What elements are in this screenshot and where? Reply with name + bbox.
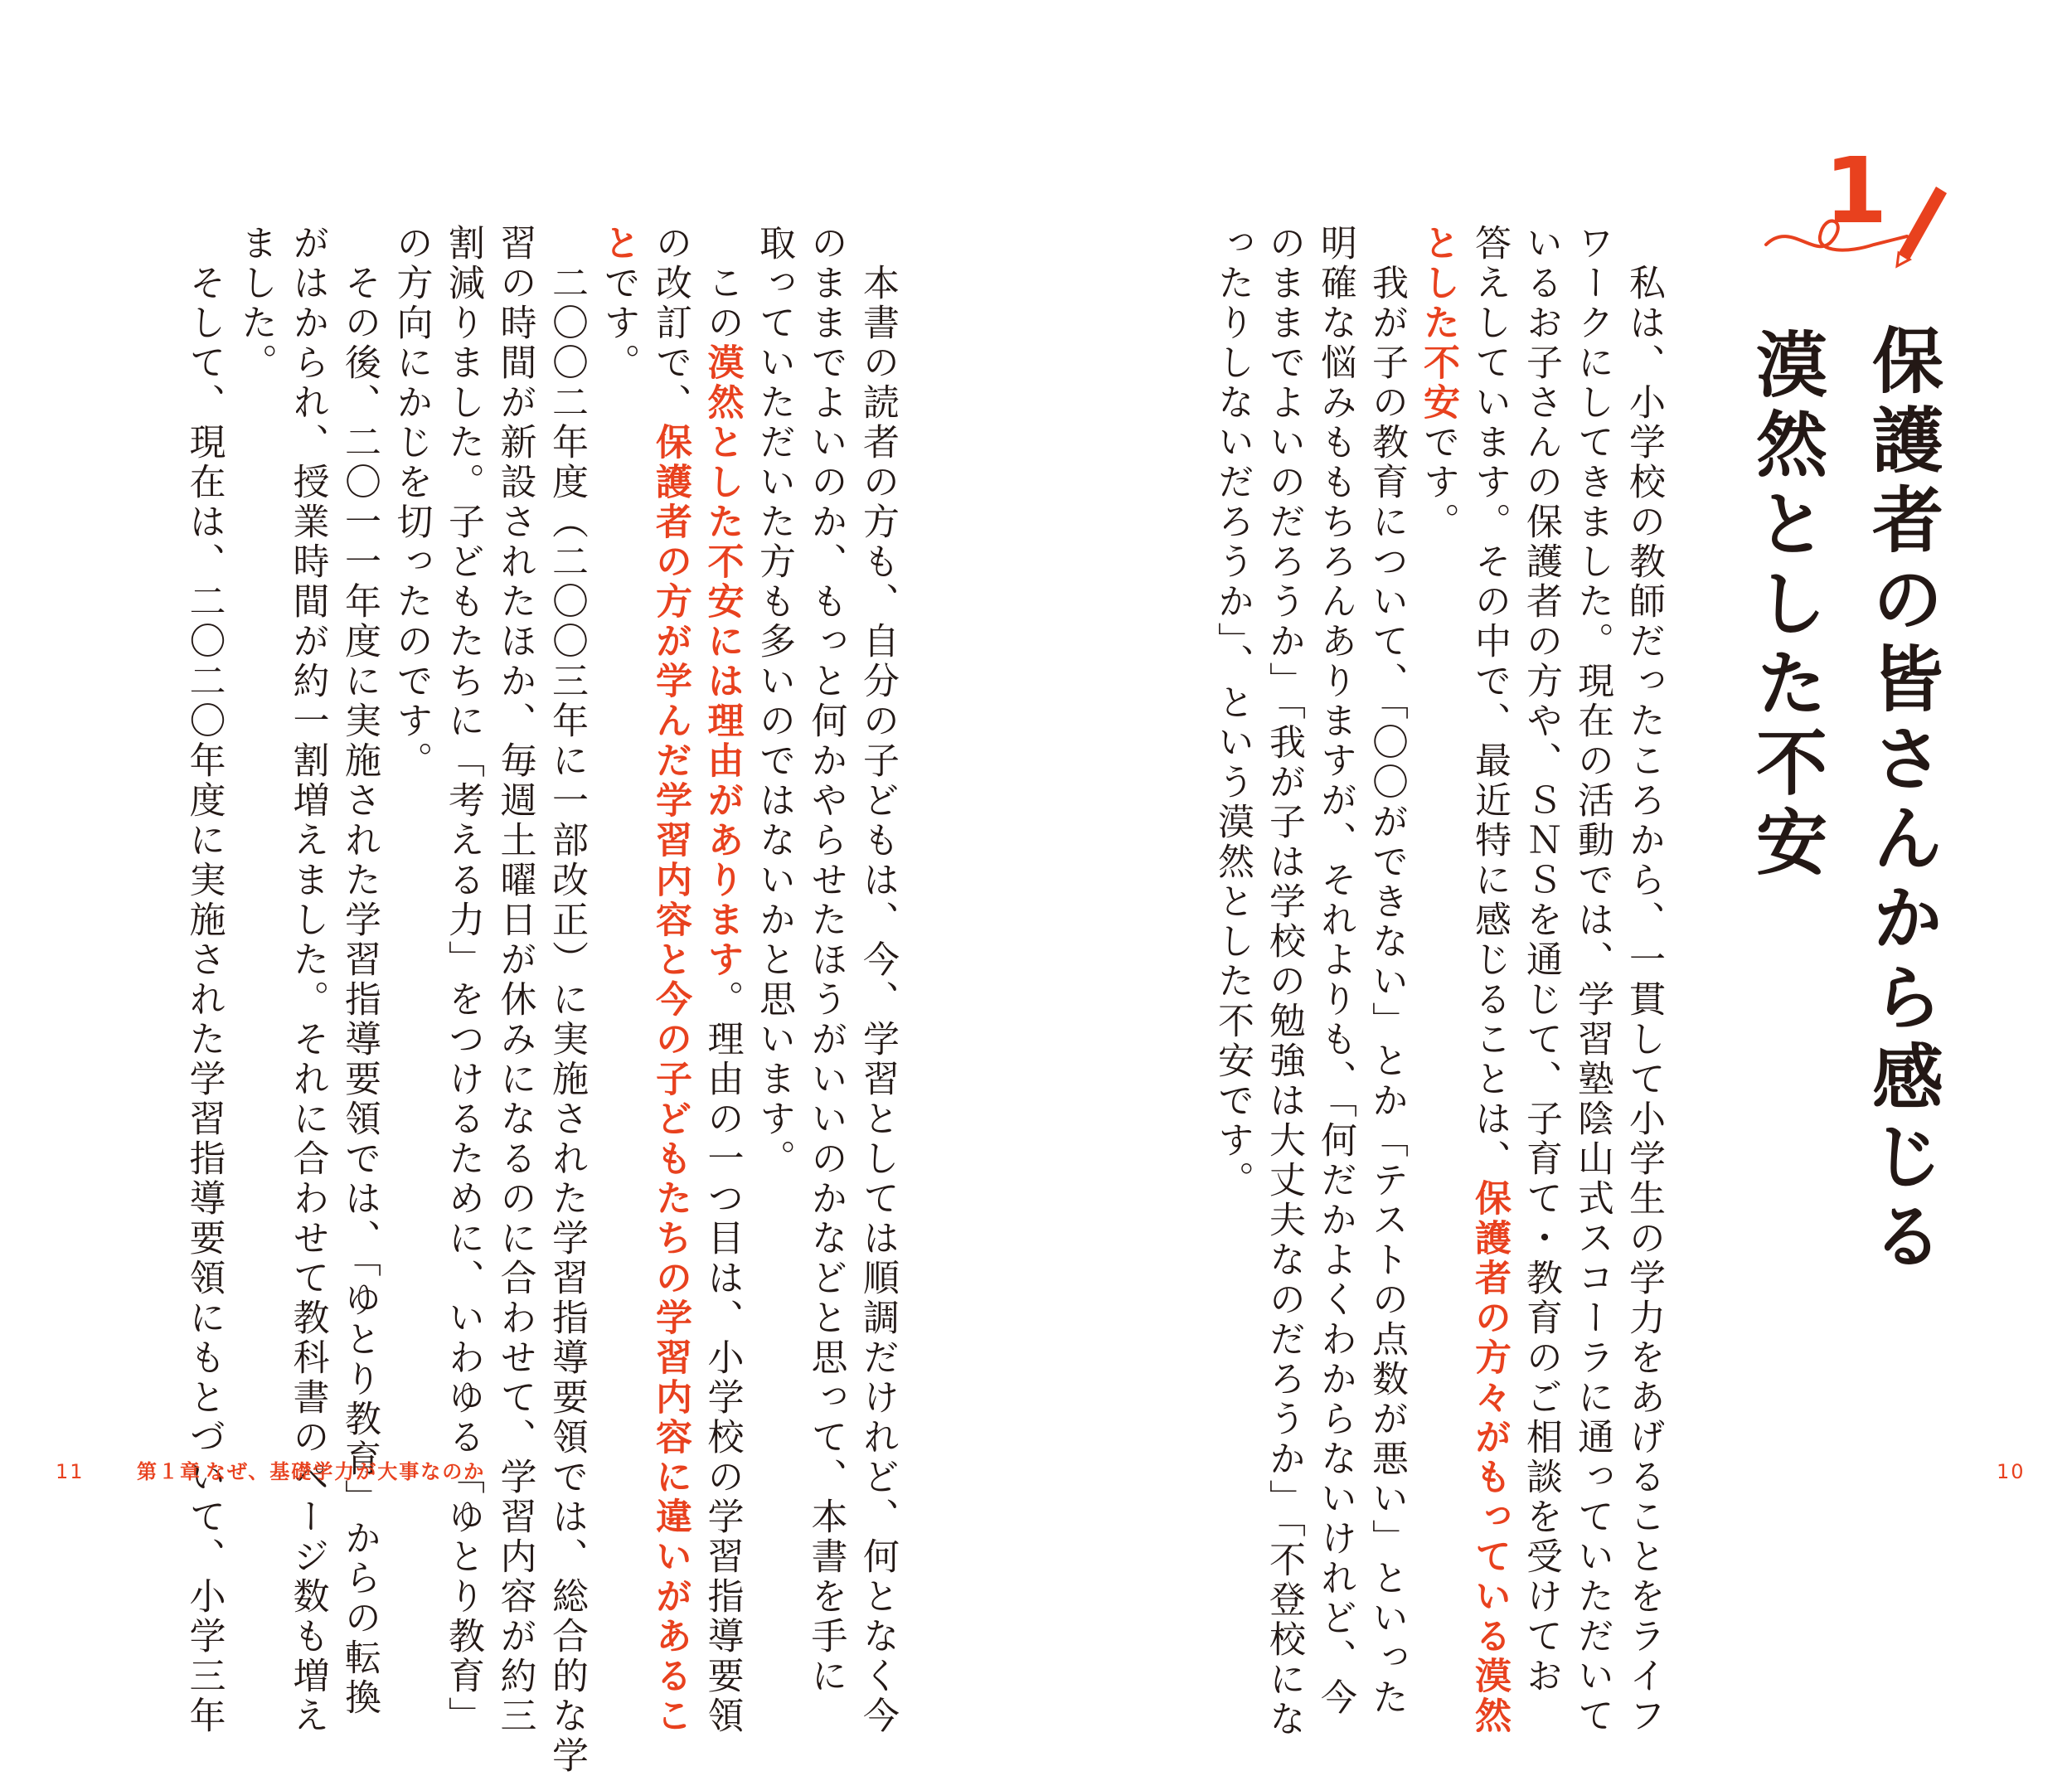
text-column xyxy=(1314,224,1356,1718)
text-column xyxy=(1211,224,1254,1201)
highlighted-text: 漠然とした不安には理由があります xyxy=(701,343,744,980)
text-run: ったりしないだろうか」、という漠然とした不安です。 xyxy=(1211,224,1254,1201)
text-run: その後、二〇一一年度に実施された学習指導要領では、「ゆとり教育」からの転換 xyxy=(338,224,381,1718)
highlighted-text: 保護者の方が学んだ学習内容と今の子どもたちの学習内容に違いがあるこ xyxy=(649,423,691,1736)
heading-line-2: 漠然とした不安 xyxy=(1744,328,1827,885)
text-column xyxy=(286,224,329,1736)
text-column xyxy=(338,224,381,1718)
text-run: そして、現在は、二〇二〇年度に実施された学習指導要領にもとづいて、小学三年 xyxy=(182,224,226,1736)
text-column xyxy=(701,224,744,1736)
text-run: いるお子さんの保護者の方や、ＳＮＳを通じて、子育て・教育のご相談を受けてお xyxy=(1520,224,1562,1696)
text-column xyxy=(856,224,899,1736)
heading-line-1: 保護者の皆さんから感じる xyxy=(1860,323,1943,1279)
text-column xyxy=(1520,224,1562,1696)
text-column xyxy=(182,224,226,1736)
text-column xyxy=(390,224,433,781)
text-run: がはかられ、授業時間が約一割増えました。それに合わせて教科書のページ数も増え xyxy=(286,224,329,1736)
text-column xyxy=(597,224,640,383)
text-column xyxy=(1366,224,1408,1718)
text-column xyxy=(442,224,484,1736)
text-run: 取っていただいた方も多いのではないかと思います。 xyxy=(753,224,795,1179)
chapter-title: なぜ、基礎学力が大事なのか xyxy=(206,1460,486,1483)
text-column xyxy=(753,224,795,1179)
text-run: 習の時間が新設されたほか、毎週土曜日が休みになるのに合わせて、学習内容が約三 xyxy=(493,224,536,1736)
text-run: 本書の読者の方も、自分の子どもは、今、学習としては順調だけれど、何となく今 xyxy=(856,224,899,1736)
text-run: ワークにしてきました。現在の活動では、学習塾陰山式スコーラに通っていただいて xyxy=(1571,224,1613,1736)
chapter-number: 1 xyxy=(1824,138,1888,244)
pencil-doodle-icon xyxy=(1758,170,1948,269)
text-run: この xyxy=(701,224,744,343)
text-run: のままでよいのだろうか」「我が子は学校の勉強は大丈夫なのだろうか」「不登校にな xyxy=(1263,224,1305,1740)
text-column xyxy=(1417,224,1459,542)
text-run: のままでよいのか、もっと何かやらせたほうがいいのかなどと思って、本書を手に xyxy=(804,224,847,1696)
text-run: です。 xyxy=(597,264,640,383)
text-run: 明確な悩みももちろんありますが、それよりも、「何だかよくわからないけれど、今 xyxy=(1314,224,1356,1718)
text-run: 割減りました。子どもたちに「考える力」をつけるために、いわゆる「ゆとり教育」 xyxy=(442,224,484,1736)
text-column xyxy=(1571,224,1613,1736)
text-column xyxy=(804,224,847,1696)
text-column xyxy=(1623,224,1665,1736)
highlighted-text: とした不安 xyxy=(1417,224,1459,423)
text-run: の方向にかじを切ったのです。 xyxy=(390,224,433,781)
left-page-number: 11 xyxy=(56,1460,85,1483)
right-page-number: 10 xyxy=(1997,1460,2026,1483)
text-column xyxy=(493,224,536,1736)
text-column xyxy=(235,224,277,383)
text-run: 二〇〇二年度（二〇〇三年に一部改正）に実施された学習指導要領では、総合的な学 xyxy=(546,224,588,1776)
text-column xyxy=(649,224,691,1736)
text-column xyxy=(1263,224,1305,1740)
chapter-label: 第１章 xyxy=(137,1460,201,1483)
text-run: の改訂で、 xyxy=(649,224,691,423)
text-run: ました。 xyxy=(235,224,277,383)
text-run: 我が子の教育について、「〇〇ができない」とか「テストの点数が悪い」といった xyxy=(1366,224,1408,1718)
text-column xyxy=(546,224,588,1776)
text-column xyxy=(1468,224,1511,1736)
text-run: 。理由の一つ目は、小学校の学習指導要領 xyxy=(701,980,744,1736)
text-run: 答えしています。その中で、最近特に感じることは、 xyxy=(1468,224,1511,1179)
text-run: です。 xyxy=(1417,423,1459,542)
highlighted-text: 保護者の方々がもっている漠然 xyxy=(1468,1179,1511,1736)
text-run: 私は、小学校の教師だったころから、一貫して小学生の学力をあげることをライフ xyxy=(1623,224,1665,1736)
highlighted-text: と xyxy=(597,224,640,264)
